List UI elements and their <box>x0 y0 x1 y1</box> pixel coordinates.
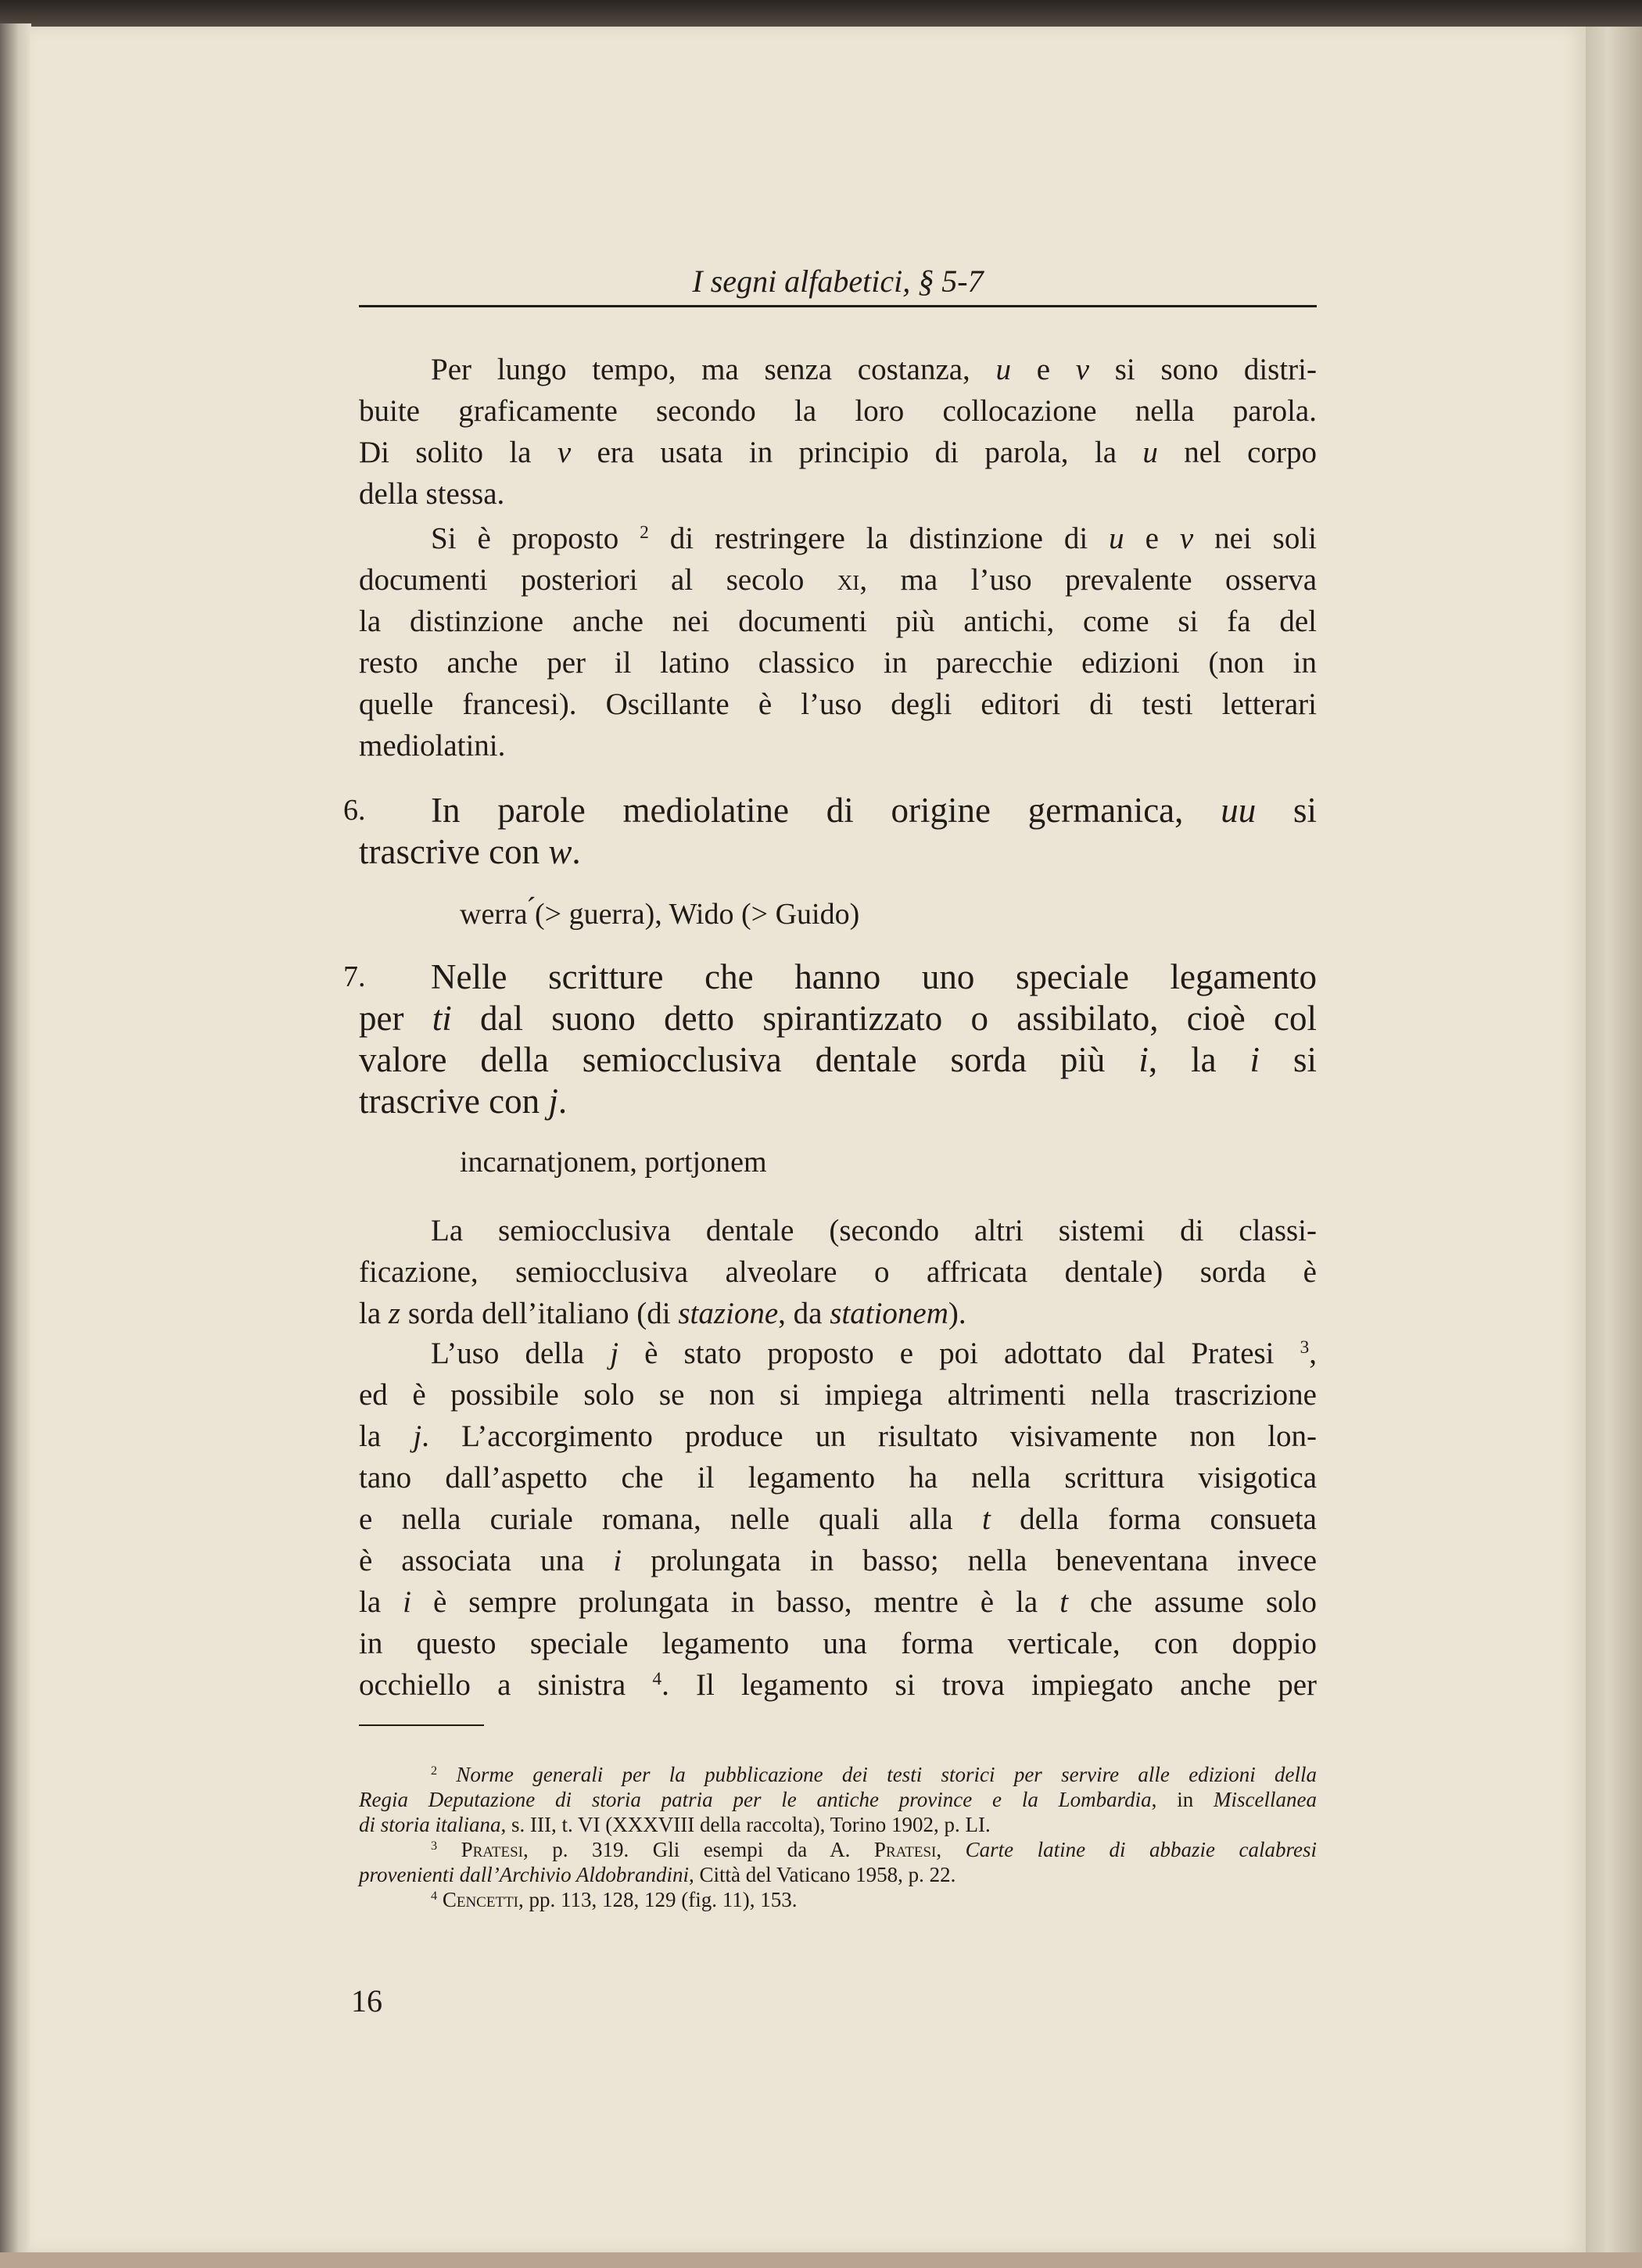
scan-left-edge <box>0 23 31 2268</box>
italic-text: provenienti dall’Archivio Aldobrandini <box>359 1863 689 1886</box>
text-run: si <box>1256 791 1318 830</box>
text-line <box>359 1333 1317 1374</box>
scan-bottom-edge <box>0 2252 1642 2268</box>
footnote-marker: 4 <box>652 1669 662 1690</box>
text-run: è associata una <box>359 1544 614 1577</box>
section-7 <box>343 956 1318 1122</box>
running-header: I segni alfabetici, § 5-7 <box>692 264 984 299</box>
italic-text: j <box>610 1337 619 1370</box>
italic-text: w <box>548 832 572 871</box>
text-run: della stessa. <box>359 477 505 511</box>
text-run: si <box>1260 1040 1318 1079</box>
italic-text: Regia Deputazione di storia patria per le antiche province e la Lombardia <box>359 1788 1152 1811</box>
text-line <box>359 1581 1317 1623</box>
text-run: In parole mediolatine di origine germanica, <box>431 791 1221 830</box>
text-line <box>359 725 1317 766</box>
text-line <box>359 1416 1317 1457</box>
text-run: ed è possibile solo se non si impiega altrimenti nella trascrizione <box>359 1378 1317 1412</box>
text-run: resto anche per il latino classico in parecchie edizioni (non in <box>359 646 1317 680</box>
text-line <box>359 1251 1317 1293</box>
text-line <box>359 349 1317 390</box>
paragraph-proposal <box>359 518 1317 766</box>
small-caps-text: Pratesi <box>461 1838 524 1861</box>
text-line <box>359 1887 1317 1912</box>
italic-text: j <box>413 1419 422 1453</box>
text-run: , ma l’uso prevalente osserva <box>859 563 1317 597</box>
text-line <box>359 1457 1317 1498</box>
text-line <box>359 1540 1317 1581</box>
text-line <box>359 518 1317 559</box>
text-run: la <box>359 1585 403 1619</box>
text-run: la <box>359 1419 414 1453</box>
text-run: , p. 319. Gli esempi da A. <box>523 1838 874 1861</box>
footnote-marker: 4 <box>431 1889 438 1904</box>
italic-text: t <box>1059 1585 1069 1619</box>
text-line <box>359 390 1317 432</box>
text-run: . L’accorgimento produce un risultato visivamente non lon- <box>421 1419 1317 1453</box>
text-run: valore della semiocclusiva dentale sorda più <box>359 1040 1139 1079</box>
text-run <box>437 1763 456 1786</box>
paragraph-semiocclusiva <box>359 1210 1317 1334</box>
italic-text: i <box>403 1585 411 1619</box>
text-run: , da <box>778 1297 830 1330</box>
page-number: 16 <box>351 1983 382 2019</box>
text-line <box>359 1293 1317 1334</box>
footnote-marker: 3 <box>431 1839 438 1854</box>
text-line <box>359 1787 1317 1812</box>
italic-text: j <box>548 1082 558 1121</box>
text-run <box>437 1838 461 1861</box>
paragraph-uso-j <box>359 1333 1317 1706</box>
text-line <box>359 559 1317 601</box>
text-run: di restringere la distinzione di <box>648 522 1110 555</box>
example-section-6: werra ́(> guerra), Wido (> Guido) <box>460 898 860 931</box>
text-run: documenti posteriori al secolo <box>359 563 837 597</box>
text-run: , in <box>1151 1788 1214 1811</box>
paragraph-u-v <box>359 349 1317 515</box>
italic-text: i <box>1249 1040 1260 1079</box>
text-run: L’uso della <box>431 1337 611 1370</box>
text-line <box>359 432 1317 473</box>
text-line <box>359 1081 1317 1122</box>
text-line <box>359 1862 1317 1887</box>
italic-text: ti <box>432 999 452 1038</box>
text-run: della forma consueta <box>990 1502 1317 1536</box>
text-line <box>359 956 1317 998</box>
text-run: , <box>1309 1337 1318 1370</box>
text-run: mediolatini. <box>359 729 506 763</box>
text-run: è sempre prolungata in basso, mentre è la <box>411 1585 1060 1619</box>
book-page-edge <box>1586 27 1642 2268</box>
footnotes <box>359 1762 1317 1912</box>
italic-text: stazione <box>678 1297 779 1330</box>
text-run: , <box>936 1838 966 1861</box>
text-run: è stato proposto e poi adottato dal Pratesi <box>618 1337 1300 1370</box>
text-run: dal suono detto spirantizzato o assibilato, cioè col <box>451 999 1317 1038</box>
text-run: la distinzione anche nei documenti più antichi, come si fa del <box>359 605 1317 638</box>
text-run: ). <box>948 1297 966 1330</box>
italic-text: v <box>557 436 572 469</box>
italic-text: v <box>1075 353 1090 386</box>
text-run: per <box>359 999 432 1038</box>
text-run: Nelle scritture che hanno uno speciale legamento <box>431 957 1317 996</box>
italic-text: uu <box>1221 791 1257 830</box>
text-run: . <box>557 1082 568 1121</box>
text-run: occhiello a sinistra <box>359 1668 653 1702</box>
text-line <box>359 831 1317 873</box>
text-line <box>359 684 1317 725</box>
small-caps-text: Pratesi <box>873 1838 937 1861</box>
section-6 <box>343 790 1318 873</box>
italic-text: v <box>1179 522 1194 555</box>
small-caps-text: Cencetti <box>442 1888 518 1911</box>
text-line <box>359 998 1317 1039</box>
text-line <box>359 473 1317 515</box>
text-run: Di solito la <box>359 436 557 469</box>
text-run: La semiocclusiva dentale (secondo altri sistemi di classi- <box>431 1214 1317 1247</box>
italic-text: i <box>1138 1040 1149 1079</box>
text-line <box>359 1623 1317 1664</box>
section-number: 7. <box>343 960 366 993</box>
small-caps-text: xi <box>837 563 860 597</box>
text-run: sorda dell’italiano (di <box>400 1297 679 1330</box>
text-run: e <box>1124 522 1180 555</box>
text-run: ficazione, semiocclusiva alveolare o affricata dentale) sorda è <box>359 1255 1317 1289</box>
text-run: in questo speciale legamento una forma verticale, con doppio <box>359 1627 1317 1660</box>
text-line <box>359 1837 1317 1862</box>
text-line <box>359 1762 1317 1787</box>
italic-text: di storia italiana <box>359 1813 501 1836</box>
text-run: , pp. 113, 128, 129 (fig. 11), 153. <box>518 1888 798 1911</box>
text-line <box>359 642 1317 684</box>
text-run: trascrive con <box>359 832 549 871</box>
text-run: e <box>1011 353 1076 386</box>
text-run: Si è proposto <box>431 522 640 555</box>
italic-text: u <box>995 353 1012 386</box>
text-run: . <box>572 832 581 871</box>
text-line <box>359 1664 1317 1706</box>
footnote-marker: 3 <box>1300 1337 1310 1358</box>
italic-text: stationem <box>830 1297 948 1330</box>
text-run: buite graficamente secondo la loro collocazione nella parola. <box>359 394 1317 428</box>
italic-text: i <box>613 1544 622 1577</box>
example-section-7: incarnatjonem, portjonem <box>460 1146 767 1179</box>
text-run: la <box>359 1297 389 1330</box>
text-run: nei soli <box>1193 522 1317 555</box>
section-number: 6. <box>343 794 366 827</box>
text-run: , la <box>1148 1040 1250 1079</box>
text-run: che assume solo <box>1068 1585 1317 1619</box>
text-run: trascrive con <box>359 1082 549 1121</box>
text-run: prolungata in basso; nella beneventana invece <box>622 1544 1317 1577</box>
italic-text: u <box>1142 436 1158 469</box>
text-run: si sono distri- <box>1089 353 1317 386</box>
text-run: , s. III, t. VI (XXXVIII della raccolta), Torino 1902, p. LI. <box>500 1813 991 1836</box>
text-run: quelle francesi). Oscillante è l’uso degli editori di testi letterari <box>359 687 1317 721</box>
footnote-rule <box>359 1724 484 1726</box>
text-line <box>359 1210 1317 1251</box>
text-run: tano dall’aspetto che il legamento ha nella scrittura visigotica <box>359 1461 1317 1495</box>
italic-text: z <box>388 1297 401 1330</box>
text-run: , Città del Vaticano 1958, p. 22. <box>688 1863 956 1886</box>
text-line <box>359 790 1317 831</box>
text-line <box>359 1812 1317 1837</box>
text-run: Per lungo tempo, ma senza costanza, <box>431 353 996 386</box>
text-run <box>437 1888 443 1911</box>
italic-text: u <box>1109 522 1124 555</box>
italic-text: Norme generali per la pubblicazione dei testi storici per servire alle edizioni della <box>456 1763 1317 1786</box>
header-rule <box>359 305 1317 307</box>
text-run: nel corpo <box>1157 436 1317 469</box>
italic-text: Carte latine di abbazie calabresi <box>965 1838 1318 1861</box>
text-run: era usata in principio di parola, la <box>571 436 1143 469</box>
text-line <box>359 1039 1317 1081</box>
text-line <box>359 1498 1317 1540</box>
italic-text: t <box>981 1502 991 1536</box>
text-run: e nella curiale romana, nelle quali alla <box>359 1502 982 1536</box>
text-line <box>359 1374 1317 1416</box>
text-run: . Il legamento si trova impiegato anche per <box>661 1668 1317 1702</box>
text-line <box>359 601 1317 642</box>
footnote-marker: 2 <box>640 522 649 544</box>
italic-text: Miscellanea <box>1214 1788 1317 1811</box>
footnote-marker: 2 <box>431 1764 438 1778</box>
